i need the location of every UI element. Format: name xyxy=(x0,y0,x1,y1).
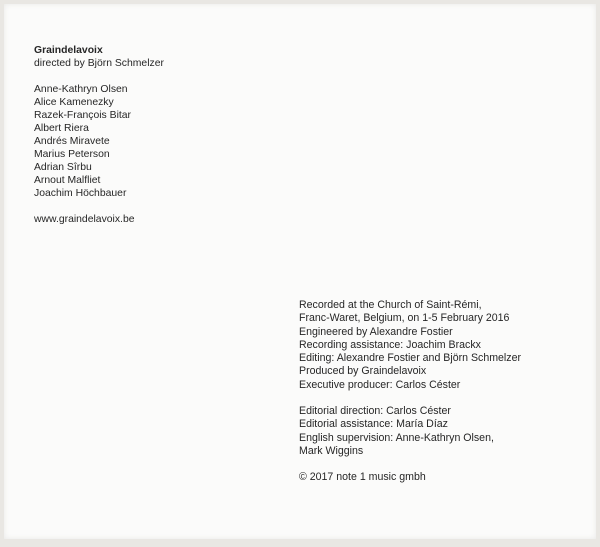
recording-line: Recorded at the Church of Saint-Rémi, xyxy=(299,299,482,311)
editorial-line: Editorial assistance: María Díaz xyxy=(299,418,448,431)
recording-line: Recording assistance: Joachim Brackx xyxy=(299,338,481,351)
members-list xyxy=(34,83,164,200)
director-line: directed by Björn Schmelzer xyxy=(34,58,164,69)
member-name: Arnout Malfliet xyxy=(34,175,101,186)
recording-line: Editing: Alexandre Fostier and Björn Schmelzer xyxy=(299,352,521,365)
ensemble-name: Graindelavoix xyxy=(34,45,103,56)
editorial-credits xyxy=(299,405,521,458)
editorial-line: Editorial direction: Carlos Céster xyxy=(299,405,451,418)
member-name: Anne-Kathryn Olsen xyxy=(34,84,128,95)
credits-left-column xyxy=(34,44,164,226)
editorial-line: Mark Wiggins xyxy=(299,444,364,457)
member-name: Alice Kamenezky xyxy=(34,97,114,108)
member-name: Marius Peterson xyxy=(34,149,110,160)
member-name: Albert Riera xyxy=(34,123,89,134)
member-name: Adrian Sîrbu xyxy=(34,162,92,173)
recording-line: Franc-Waret, Belgium, on 1-5 February 2016 xyxy=(299,312,510,325)
member-name: Andrés Miravete xyxy=(34,136,110,147)
recording-line: Engineered by Alexandre Fostier xyxy=(299,325,453,338)
recording-credits xyxy=(299,299,521,392)
member-name: Joachim Höchbauer xyxy=(34,188,127,199)
credits-right-column xyxy=(299,299,521,485)
copyright-notice: © 2017 note 1 music gmbh xyxy=(299,471,426,484)
website-link: www.graindelavoix.be xyxy=(34,214,135,225)
booklet-page xyxy=(4,4,596,539)
recording-line: Produced by Graindelavoix xyxy=(299,365,427,378)
member-name: Razek-François Bitar xyxy=(34,110,132,121)
recording-line: Executive producer: Carlos Céster xyxy=(299,378,461,391)
editorial-line: English supervision: Anne-Kathryn Olsen, xyxy=(299,431,494,444)
